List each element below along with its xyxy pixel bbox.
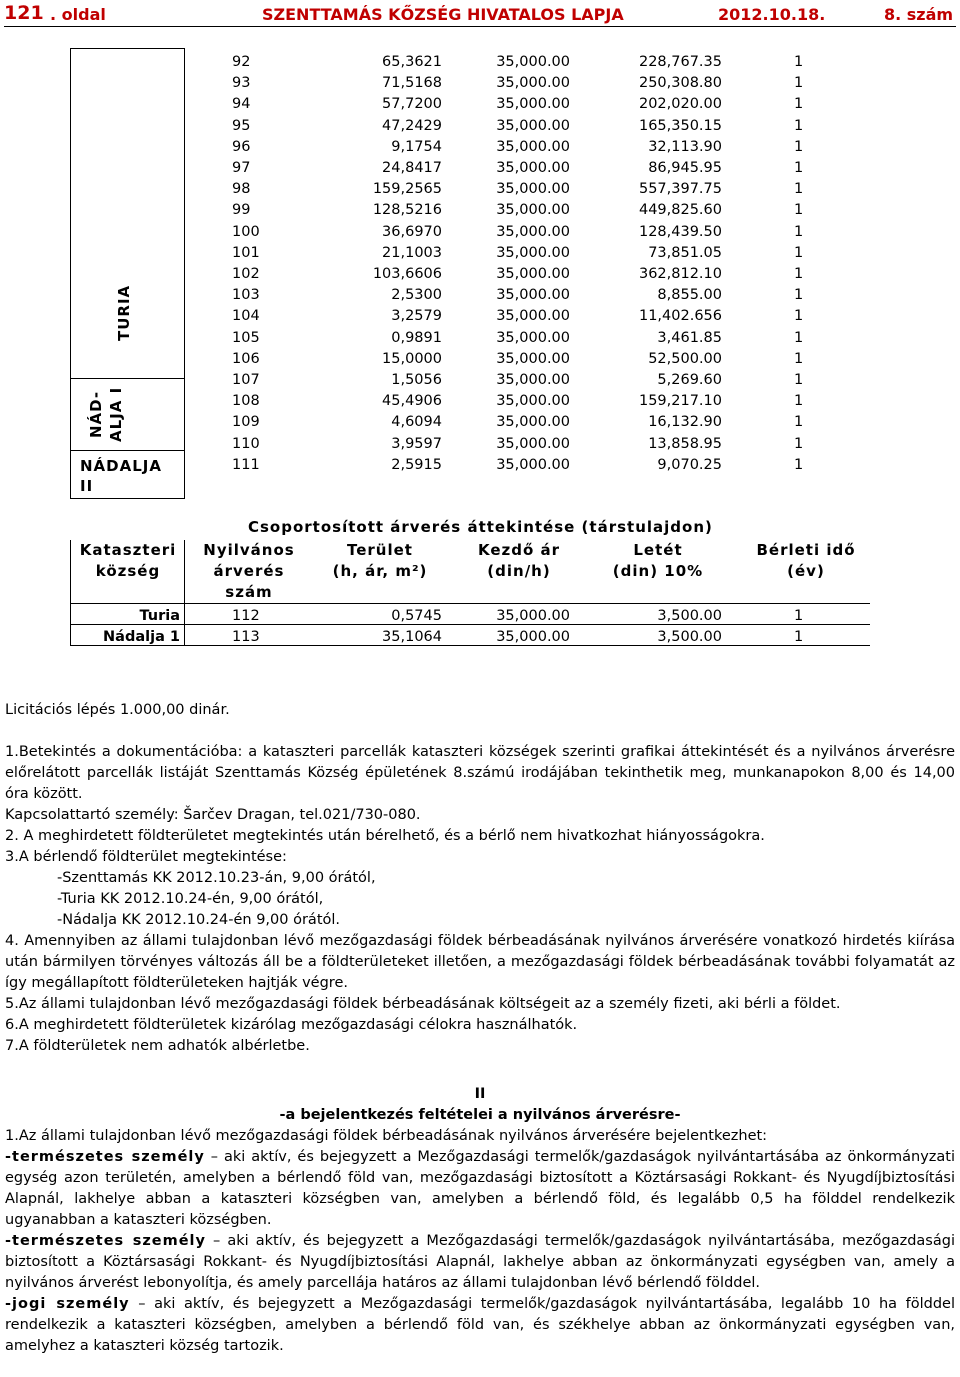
page-header: [4, 2, 956, 27]
table-row: [0, 285, 960, 306]
start-price: 35,000.00: [496, 608, 570, 624]
parcel-number: 98: [232, 181, 251, 198]
parcel-number: 111: [232, 456, 260, 473]
start-price: 35,000.00: [496, 372, 570, 388]
deposit: 73,851.05: [648, 244, 722, 261]
deposit: 557,397.75: [638, 181, 722, 198]
parcel-area: 9,1754: [391, 138, 442, 155]
table-row: [0, 306, 960, 327]
section-intro: 1.Az állami tulajdonban lévő mezőgazdasági földek bérbeadásának nyilvános árverésére bejelentkezhet:: [5, 1128, 768, 1144]
table-row: [0, 137, 960, 158]
parcel-area: 15,0000: [382, 350, 442, 367]
bid-step: Licitációs lépés 1.000,00 dinár.: [5, 702, 230, 718]
legal-person-text: – aki aktív, és bejegyzett a Mezőgazdasági termelők/gazdaságok nyilvántartásába, legalább 10 ha földdel rendelkezik a kataszteri községben, amelyben a bérlendő föld van, és székhelye abban az önkormányzati egységben van, amelyhez a kataszteri község tartozik.: [5, 1296, 955, 1354]
deposit: 228,767.35: [638, 54, 722, 70]
start-price: 35,000.00: [496, 223, 570, 240]
lease-years: 1: [794, 629, 804, 645]
deposit: 86,945.95: [648, 160, 722, 176]
lease-years: 1: [794, 223, 804, 240]
deposit: 362,812.10: [638, 266, 722, 282]
table-row: [0, 455, 960, 476]
announcement-text: [5, 700, 955, 1357]
deposit: 165,350.15: [638, 117, 722, 134]
deposit: 32,113.90: [648, 138, 722, 155]
parcel-area: 0,5745: [391, 608, 442, 624]
parcel-area: 36,6970: [382, 223, 442, 240]
parcel-number: 110: [232, 435, 260, 452]
deposit: 52,500.00: [648, 350, 722, 367]
parcel-area: 3,2579: [391, 308, 442, 325]
hdr-area: Terület (h, ár, m²): [332, 541, 428, 580]
lease-years: 1: [794, 96, 804, 113]
table-row: [0, 116, 960, 137]
parcels-table: [0, 48, 960, 498]
hdr-deposit: Letét (din) 10%: [612, 541, 704, 580]
paragraph-2: 2. A meghirdetett földterületet megtekintés után bérelhető, és a bérlő nem hivatkozhat hiányosságokra.: [5, 828, 765, 844]
parcel-number: 108: [232, 393, 260, 410]
natural-person-text-2: – aki aktív, és bejegyzett a Mezőgazdasági termelők/gazdaságok nyilvántartásába, mezőgazdasági biztosított a Köztársasági Rokkant- és Nyugdíjbiztosítási Alapnál, lakhelye abban az önkormányzati egységben van, amely a nyilvános árverést lebonyolítja, és amely parcellája határos az állami tulajdonban lévő bérlendő földdel.: [5, 1233, 955, 1291]
start-price: 35,000.00: [496, 75, 570, 92]
lease-years: 1: [794, 372, 804, 388]
table-row: [0, 391, 960, 412]
parcel-number: 94: [232, 96, 251, 113]
deposit: 13,858.95: [648, 435, 722, 452]
section-number: II: [474, 1086, 486, 1102]
start-price: 35,000.00: [496, 456, 570, 473]
parcel-area: 65,3621: [382, 54, 442, 70]
parcel-area: 2,5915: [391, 456, 442, 473]
parcel-number: 106: [232, 350, 260, 367]
issue-number: 8. szám: [884, 5, 954, 24]
lease-years: 1: [794, 181, 804, 198]
deposit: 3,500.00: [657, 608, 722, 624]
parcel-area: 35,1064: [382, 629, 442, 645]
paragraph-7: 7.A földterületek nem adhatók albérletbe.: [5, 1038, 310, 1054]
page-number: 121: [4, 2, 44, 24]
parcel-number: 107: [232, 372, 260, 388]
parcel-area: 3,9597: [391, 435, 442, 452]
hdr-lease-term: Bérleti idő (év): [756, 541, 856, 580]
start-price: 35,000.00: [496, 435, 570, 452]
start-price: 35,000.00: [496, 96, 570, 113]
start-price: 35,000.00: [496, 350, 570, 367]
start-price: 35,000.00: [496, 308, 570, 325]
table-row: [0, 328, 960, 349]
paragraph-3: 3.A bérlendő földterület megtekintése:: [5, 849, 287, 865]
deposit: 449,825.60: [638, 202, 722, 219]
visit-turia: -Turia KK 2012.10.24-én, 9,00 órától,: [57, 891, 324, 907]
table-row: [0, 73, 960, 94]
table-row: [0, 370, 960, 391]
deposit: 11,402.656: [638, 308, 722, 325]
start-price: 35,000.00: [496, 181, 570, 198]
deposit: 159,217.10: [638, 393, 722, 410]
lease-years: 1: [794, 202, 804, 219]
visit-nadalja: -Nádalja KK 2012.10.24-én 9,00 órától.: [57, 912, 341, 928]
lease-years: 1: [794, 266, 804, 282]
community-name: Turia: [139, 608, 180, 624]
parcel-area: 57,7200: [382, 96, 442, 113]
table-row: [0, 52, 960, 73]
deposit: 16,132.90: [648, 414, 722, 431]
parcel-area: 128,5216: [372, 202, 442, 219]
deposit: 5,269.60: [657, 372, 722, 388]
lease-years: 1: [794, 393, 804, 410]
natural-person-1: [5, 1147, 955, 1231]
parcel-number: 97: [232, 160, 251, 176]
legal-person: [5, 1294, 955, 1357]
lease-years: 1: [794, 435, 804, 452]
parcel-area: 45,4906: [382, 393, 442, 410]
lease-years: 1: [794, 308, 804, 325]
start-price: 35,000.00: [496, 117, 570, 134]
start-price: 35,000.00: [496, 138, 570, 155]
group-nadalja-i: NÁD- ALJA I: [87, 386, 125, 442]
auction-number: 113: [232, 629, 260, 645]
deposit: 3,500.00: [657, 629, 722, 645]
parcel-area: 159,2565: [372, 181, 442, 198]
issue-date: 2012.10.18.: [718, 5, 826, 24]
parcel-number: 102: [232, 266, 260, 282]
start-price: 35,000.00: [496, 160, 570, 176]
parcel-number: 96: [232, 138, 251, 155]
table-row: [0, 412, 960, 433]
parcel-area: 1,5056: [391, 372, 442, 388]
lease-years: 1: [794, 75, 804, 92]
lease-years: 1: [794, 138, 804, 155]
community-name: Nádalja 1: [103, 629, 180, 645]
section-title: -a bejelentkezés feltételei a nyilvános árverésre-: [279, 1107, 681, 1123]
summary-table: [0, 514, 960, 644]
table-row: [0, 434, 960, 455]
parcel-number: 103: [232, 287, 260, 304]
parcel-area: 71,5168: [382, 75, 442, 92]
start-price: 35,000.00: [496, 393, 570, 410]
table-row: [0, 264, 960, 285]
lease-years: 1: [794, 456, 804, 473]
hdr-community: Kataszteri község: [79, 541, 177, 580]
start-price: 35,000.00: [496, 202, 570, 219]
group-nadalja-ii: NÁDALJA II: [80, 457, 162, 495]
start-price: 35,000.00: [496, 54, 570, 70]
parcel-number: 93: [232, 75, 251, 92]
parcel-number: 99: [232, 202, 251, 219]
lease-years: 1: [794, 329, 804, 346]
start-price: 35,000.00: [496, 629, 570, 645]
parcel-number: 100: [232, 223, 260, 240]
parcel-area: 47,2429: [382, 117, 442, 134]
table-row: [0, 158, 960, 179]
natural-person-label-1: -természetes személy: [5, 1149, 205, 1165]
lease-years: 1: [794, 287, 804, 304]
parcel-area: 24,8417: [382, 160, 442, 176]
hdr-auction-no: Nyilvános árverés szám: [203, 541, 295, 601]
parcel-area: 0,9891: [391, 329, 442, 346]
parcel-number: 104: [232, 308, 260, 325]
auction-number: 112: [232, 608, 260, 624]
parcel-area: 2,5300: [391, 287, 442, 304]
table-row: [0, 200, 960, 221]
lease-years: 1: [794, 414, 804, 431]
deposit: 202,020.00: [638, 96, 722, 113]
natural-person-label-2: -természetes személy: [5, 1233, 206, 1249]
parcel-number: 109: [232, 414, 260, 431]
parcel-area: 4,6094: [391, 414, 442, 431]
visit-szenttamas: -Szenttamás KK 2012.10.23-án, 9,00 órától,: [57, 870, 376, 886]
table-row: [0, 222, 960, 243]
start-price: 35,000.00: [496, 287, 570, 304]
lease-years: 1: [794, 54, 804, 70]
parcel-area: 103,6606: [372, 266, 442, 282]
table-row: [0, 179, 960, 200]
parcel-area: 21,1003: [382, 244, 442, 261]
legal-person-label: -jogi személy: [5, 1296, 130, 1312]
parcel-number: 101: [232, 244, 260, 261]
deposit: 8,855.00: [657, 287, 722, 304]
summary-row: [0, 627, 960, 648]
deposit: 9,070.25: [657, 456, 722, 473]
hdr-start-price: Kezdő ár (din/h): [477, 541, 561, 580]
paragraph-6: 6.A meghirdetett földterületek kizárólag mezőgazdasági célokra használhatók.: [5, 1017, 578, 1033]
start-price: 35,000.00: [496, 414, 570, 431]
deposit: 3,461.85: [657, 329, 722, 346]
group-turia: TURIA: [115, 284, 133, 342]
paragraph-4: 4. Amennyiben az állami tulajdonban lévő mezőgazdasági földek bérbeadásának nyilvános árverésére vonatkozó hirdetés kiírása után bármilyen törvényes változás áll be a földterületeket illetően, a mezőgazdasági földek bérbeadásának további folyamatát az így megállapított földterületeken hajtják végre.: [5, 933, 955, 991]
natural-person-2: [5, 1231, 955, 1294]
summary-row: [0, 606, 960, 627]
table-row: [0, 349, 960, 370]
table-row: [0, 94, 960, 115]
contact-person: Kapcsolattartó személy: Šarčev Dragan, tel.021/730-080.: [5, 807, 421, 823]
deposit: 250,308.80: [638, 75, 722, 92]
lease-years: 1: [794, 350, 804, 367]
page-label: . oldal: [50, 5, 106, 24]
parcel-number: 95: [232, 117, 251, 134]
lease-years: 1: [794, 160, 804, 176]
summary-title: Csoportosított árverés áttekintése (társtulajdon): [248, 518, 713, 536]
start-price: 35,000.00: [496, 266, 570, 282]
start-price: 35,000.00: [496, 329, 570, 346]
paragraph-5: 5.Az állami tulajdonban lévő mezőgazdasági földek bérbeadásának költségeit az a személy fizeti, aki bérli a földet.: [5, 996, 841, 1012]
parcel-number: 92: [232, 54, 251, 70]
table-row: [0, 243, 960, 264]
lease-years: 1: [794, 608, 804, 624]
paragraph-1: 1.Betekintés a dokumentációba: a kataszteri parcellák kataszteri községek szerinti grafikai áttekintését és a nyilvános árverésre előrelátott parcellák listáját Szenttamás Község épületének 8.számú irodájában tekinthetik meg, munkanapokon 8,00 és 14,00 óra között.: [5, 744, 955, 802]
deposit: 128,439.50: [638, 223, 722, 240]
parcel-number: 105: [232, 329, 260, 346]
publication-title: SZENTTAMÁS KŐZSÉG HIVATALOS LAPJA: [262, 5, 624, 24]
lease-years: 1: [794, 117, 804, 134]
lease-years: 1: [794, 244, 804, 261]
natural-person-text-1: – aki aktív, és bejegyzett a Mezőgazdasági termelők/gazdaságok nyilvántartásába az önkormányzati egység azon területén, amelyben a bérlendő föld van, mezőgazdasági biztosított a Köztársasági Rokkant- és Nyugdíjbiztosítási Alapnál, lakhelye abban a kataszteri községben van, amelyben a bérlendő föld, és legalább 0,5 ha földdel rendelkezik ugyanabban a kataszteri községben.: [5, 1149, 955, 1228]
start-price: 35,000.00: [496, 244, 570, 261]
